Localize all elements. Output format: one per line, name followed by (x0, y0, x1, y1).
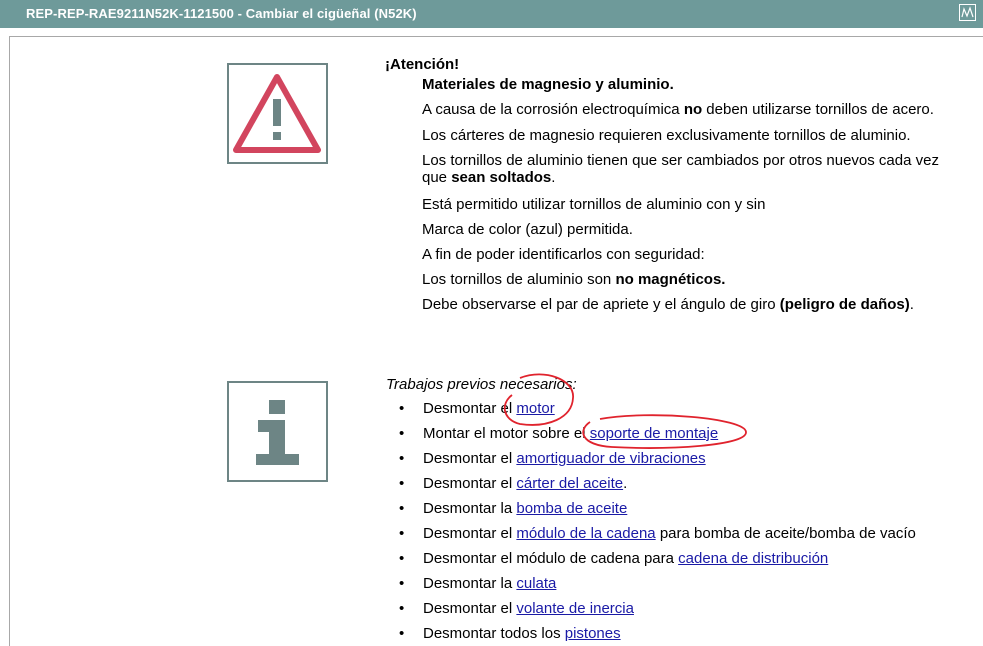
list-item-text: Desmontar el (423, 525, 517, 542)
procedure-link[interactable]: soporte de montaje (589, 425, 719, 442)
procedure-link[interactable]: culata (516, 575, 557, 592)
list-item (423, 450, 706, 467)
list-item-suffix: . (623, 475, 628, 492)
list-item (423, 500, 627, 517)
title-bar (0, 0, 983, 28)
bullet-icon: • (399, 525, 405, 542)
list-item-text: Desmontar la (423, 500, 517, 517)
list-item (423, 525, 916, 542)
attention-paragraph-3: Los tornillos de aluminio tienen que ser cambiados por otros nuevos cada vez que sean soltados. (422, 152, 939, 186)
list-item (423, 475, 627, 492)
list-item-text: Desmontar todos los (423, 625, 565, 642)
bullet-icon: • (399, 400, 405, 417)
procedure-link[interactable]: pistones (564, 625, 621, 642)
bullet-icon: • (399, 500, 405, 517)
list-item (423, 575, 556, 592)
list-item-text: Desmontar el (423, 600, 517, 617)
bullet-icon: • (399, 550, 405, 567)
bullet-icon: • (399, 450, 405, 467)
procedure-link[interactable]: módulo de la cadena (516, 525, 656, 542)
attention-paragraph-1: A causa de la corrosión electroquímica no deben utilizarse tornillos de acero. (422, 101, 934, 118)
list-item-text: Montar el motor sobre el (423, 425, 590, 442)
attention-paragraph-4: Está permitido utilizar tornillos de aluminio con y sin (422, 196, 766, 213)
procedure-link[interactable]: motor (516, 400, 555, 417)
list-item-text: Desmontar el (423, 400, 517, 417)
procedure-link[interactable]: cadena de distribución (678, 550, 829, 567)
list-item (423, 600, 634, 617)
list-item-text: Desmontar el (423, 450, 517, 467)
bullet-icon: • (399, 425, 405, 442)
previous-work-title: Trabajos previos necesarios: (386, 376, 577, 393)
list-item-suffix: para bomba de aceite/bomba de vacío (655, 525, 916, 542)
list-item (423, 425, 718, 442)
bullet-icon: • (399, 625, 405, 642)
bullet-icon: • (399, 575, 405, 592)
attention-paragraph-7: Los tornillos de aluminio son no magnéticos. (422, 271, 726, 288)
list-item-text: Desmontar el (423, 475, 517, 492)
attention-paragraph-5: Marca de color (azul) permitida. (422, 221, 633, 238)
attention-paragraph-8: Debe observarse el par de apriete y el ángulo de giro (peligro de daños). (422, 296, 914, 313)
attention-paragraph-6: A fin de poder identificarlos con seguridad: (422, 246, 705, 263)
info-icon (227, 381, 328, 482)
window-title: REP-REP-RAE9211N52K-1121500 - Cambiar el cigüeñal (N52K) (26, 6, 417, 21)
bullet-icon: • (399, 600, 405, 617)
list-item (423, 400, 555, 417)
attention-paragraph-2: Los cárteres de magnesio requieren exclusivamente tornillos de aluminio. (422, 127, 911, 144)
attention-heading: ¡Atención! (385, 56, 460, 73)
procedure-link[interactable]: volante de inercia (516, 600, 634, 617)
procedure-link[interactable]: cárter del aceite (516, 475, 624, 492)
procedure-link[interactable]: bomba de aceite (516, 500, 628, 517)
list-item (423, 625, 621, 642)
procedure-link[interactable]: amortiguador de vibraciones (516, 450, 706, 467)
attention-subheading: Materiales de magnesio y aluminio. (422, 76, 674, 93)
warning-triangle-icon (227, 63, 328, 164)
bullet-icon: • (399, 475, 405, 492)
list-item-text: Desmontar la (423, 575, 517, 592)
list-item-text: Desmontar el módulo de cadena para (423, 550, 679, 567)
list-item (423, 550, 828, 567)
waveform-icon[interactable] (959, 4, 976, 21)
